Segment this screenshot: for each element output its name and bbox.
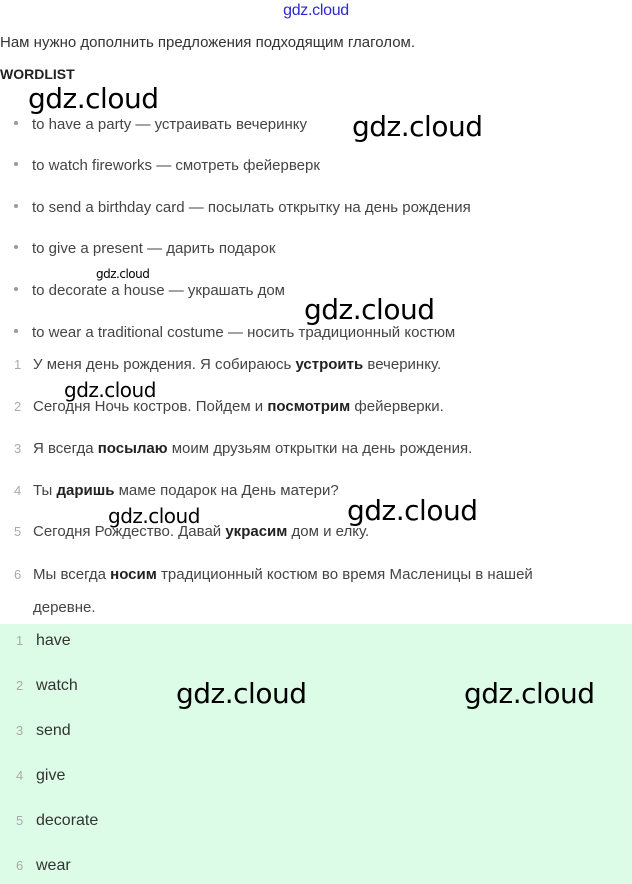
sentence-text: дом и елку. [287,523,370,540]
answer-item [16,812,98,830]
watermark: gdz.cloud [176,677,307,710]
bullet-icon [14,162,18,166]
bullet-icon [14,287,18,291]
bullet-icon [14,121,18,125]
answer-word: have [36,632,71,649]
sentence-item [14,356,441,373]
sentence-answer: устроить [295,356,364,373]
answer-word: give [36,767,66,784]
sentence-text: фейерверки. [350,398,444,415]
bullet-icon [14,204,18,208]
sentence-answer: посылаю [97,440,168,457]
answer-number: 5 [16,813,24,828]
wordlist-item [14,116,307,133]
sentence-item [14,558,614,624]
sentence-continuation: деревне. [33,599,96,616]
watermark: gdz.cloud [64,378,156,402]
sentence-number: 1 [14,357,22,372]
sentence-answer: даришь [56,482,115,499]
answer-word: wear [36,857,71,874]
wordlist-item-text: to give a present — дарить подарок [32,240,276,257]
bullet-icon [14,245,18,249]
sentence-text: Мы всегда [33,566,111,583]
answer-item [16,632,71,650]
sentence-item [14,440,472,457]
answer-number: 4 [16,768,24,783]
watermark: gdz.cloud [304,293,435,326]
sentence-answer: носим [110,566,157,583]
sentence-number: 4 [14,483,22,498]
wordlist-item [14,199,471,216]
sentence-text: традиционный костюм во время Масленицы в нашей [156,566,533,583]
wordlist-item-text: to decorate a house — украшать дом [32,282,285,299]
sentence-number: 5 [14,524,22,539]
sentence-item [14,482,339,499]
wordlist-item [14,324,455,341]
site-logo: gdz.cloud [283,2,349,19]
wordlist-item-text: to have a party — устраивать вечеринку [32,116,308,133]
wordlist-item-text: to watch fireworks — смотреть фейерверк [32,157,320,174]
sentence-text: маме подарок на День матери? [114,482,339,499]
sentence-number: 3 [14,441,22,456]
watermark: gdz.cloud [352,110,483,143]
answer-word: decorate [36,812,99,829]
sentence-text: вечеринку. [363,356,442,373]
watermark: gdz.cloud [28,82,159,115]
wordlist-item-text: to wear a traditional costume — носить традиционный костюм [32,324,456,341]
sentence-text: моим друзьям открытки на день рождения. [167,440,473,457]
answer-number: 6 [16,858,24,873]
bullet-icon [14,329,18,333]
watermark: gdz.cloud [108,504,200,528]
sentence-answer: украсим [225,523,288,540]
sentence-text: Сегодня Рождество. Давай [33,523,226,540]
answer-item [16,767,65,785]
watermark: gdz.cloud [464,677,595,710]
answer-word: watch [36,677,78,694]
watermark: gdz.cloud [96,267,150,281]
answer-number: 3 [16,723,24,738]
answer-item [16,677,78,695]
wordlist-item [14,282,285,299]
answers-panel [0,624,632,884]
sentence-number: 2 [14,399,22,414]
answer-item [16,722,71,740]
sentence-text: Ты [33,482,57,499]
wordlist-title: WORDLIST [0,66,75,82]
answer-number: 1 [16,633,24,648]
sentence-number: 6 [14,567,22,582]
wordlist-item [14,157,320,174]
sentence-text: У меня день рождения. Я собираюсь [33,356,296,373]
sentence-text: Сегодня Ночь костров. Пойдем и [33,398,268,415]
watermark: gdz.cloud [347,494,478,527]
task-intro: Нам нужно дополнить предложения подходящим глаголом. [0,34,416,51]
answer-item [16,857,71,875]
answer-word: send [36,722,71,739]
wordlist-item-text: to send a birthday card — посылать открытку на день рождения [32,199,471,216]
answer-number: 2 [16,678,24,693]
sentence-text: Я всегда [33,440,98,457]
wordlist-item [14,240,275,257]
sentence-answer: посмотрим [267,398,351,415]
